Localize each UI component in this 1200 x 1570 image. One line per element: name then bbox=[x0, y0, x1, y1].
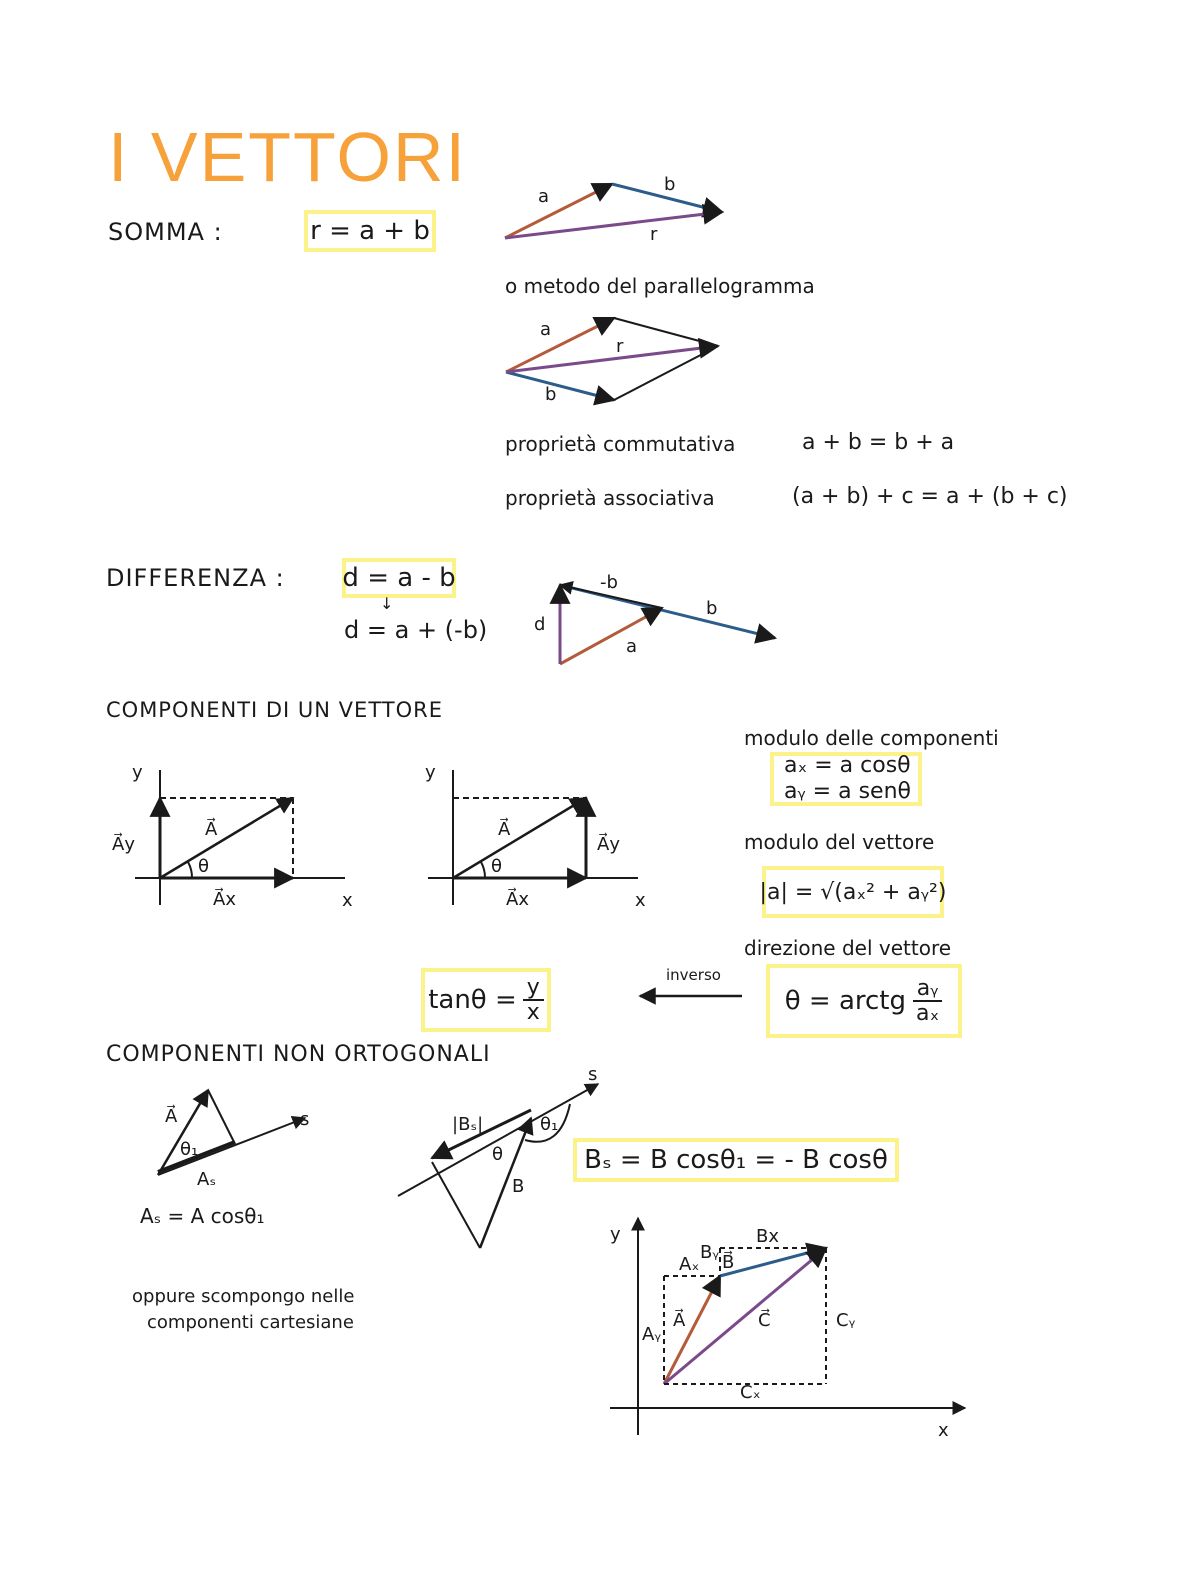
svg-text:θ₁: θ₁ bbox=[180, 1139, 199, 1160]
non-orthogonal-figure-1 bbox=[158, 1090, 309, 1190]
svg-text:Cₓ: Cₓ bbox=[740, 1382, 761, 1403]
tan-fraction bbox=[523, 976, 544, 1024]
prop-comm-formula: a + b = b + a bbox=[802, 430, 955, 455]
differenza-formula-box bbox=[342, 558, 456, 598]
ax-formula: aₓ = a cosθ bbox=[784, 752, 911, 778]
differenza-formula: d = a - b bbox=[342, 563, 456, 593]
svg-text:Aₛ: Aₛ bbox=[197, 1169, 217, 1190]
down-arrow-icon: ↓ bbox=[380, 594, 394, 613]
para-label-r: r bbox=[616, 336, 624, 357]
somma-label-b: b bbox=[664, 174, 676, 195]
para-label-b: b bbox=[545, 384, 557, 405]
ay-formula: aᵧ = a senθ bbox=[784, 779, 911, 804]
modulo-formula-box bbox=[759, 866, 947, 918]
projection-line bbox=[208, 1090, 235, 1144]
tan-left: tanθ = bbox=[428, 985, 517, 1015]
prop-assoc-formula: (a + b) + c = a + (b + c) bbox=[792, 484, 1068, 509]
componenti-heading: COMPONENTI DI UN VETTORE bbox=[106, 698, 443, 722]
svg-text:y: y bbox=[610, 1224, 621, 1245]
vector-A bbox=[160, 798, 293, 878]
somma-heading: SOMMA : bbox=[108, 218, 223, 246]
para-side-top bbox=[614, 318, 718, 346]
somma-formula: r = a + b bbox=[310, 216, 430, 246]
components-figure-left bbox=[112, 762, 353, 911]
diff-vector-a bbox=[560, 608, 662, 664]
svg-text:A⃗: A⃗ bbox=[205, 819, 218, 840]
non-ortogonali-heading: COMPONENTI NON ORTOGONALI bbox=[106, 1042, 491, 1067]
svg-text:Aₓ: Aₓ bbox=[679, 1254, 700, 1275]
modulo-formula: |a| = √(aₓ² + aᵧ²) bbox=[759, 879, 947, 905]
tan-num: y bbox=[523, 976, 544, 1001]
svg-text:θ: θ bbox=[198, 856, 210, 877]
svg-text:C⃗: C⃗ bbox=[758, 1310, 771, 1331]
somma-label-a: a bbox=[538, 186, 550, 207]
differenza-formula2: d = a + (-b) bbox=[344, 616, 488, 644]
differenza-figure bbox=[534, 572, 775, 664]
diff-label-minus-b: -b bbox=[600, 572, 618, 593]
svg-text:y: y bbox=[132, 762, 143, 783]
svg-text:Bx: Bx bbox=[756, 1226, 780, 1247]
diff-label-b: b bbox=[706, 598, 718, 619]
svg-text:A⃗x: A⃗x bbox=[506, 889, 529, 910]
svg-text:A⃗y: A⃗y bbox=[597, 834, 620, 855]
vector-A-2 bbox=[453, 798, 586, 878]
svg-text:x: x bbox=[635, 890, 646, 911]
dir-den: aₓ bbox=[916, 1001, 940, 1026]
para-side-bottom bbox=[614, 346, 718, 400]
modulo-vettore-label: modulo del vettore bbox=[744, 830, 935, 854]
dir-fraction bbox=[912, 977, 943, 1025]
projection-line-2 bbox=[432, 1162, 480, 1248]
diff-label-a: a bbox=[626, 636, 638, 657]
vector-r-arrow bbox=[505, 212, 722, 238]
non-orthogonal-figure-2 bbox=[398, 1064, 598, 1248]
parallelogram-figure bbox=[506, 318, 718, 405]
svg-text:θ: θ bbox=[492, 1144, 504, 1165]
svg-text:s: s bbox=[588, 1064, 598, 1085]
svg-text:y: y bbox=[425, 762, 436, 783]
svg-text:|Bₛ|: |Bₛ| bbox=[452, 1114, 484, 1135]
dir-num: aᵧ bbox=[913, 977, 943, 1002]
direzione-formula-box bbox=[766, 964, 962, 1038]
svg-text:Bᵧ: Bᵧ bbox=[700, 1242, 720, 1263]
cartesian-sum-figure bbox=[610, 1218, 965, 1441]
prop-comm-label: proprietà commutativa bbox=[505, 432, 736, 456]
svg-text:A⃗: A⃗ bbox=[165, 1106, 178, 1127]
svg-text:x: x bbox=[342, 890, 353, 911]
modulo-componenti-label: modulo delle componenti bbox=[744, 726, 999, 750]
axis-s-2 bbox=[398, 1084, 598, 1196]
para-vector-b bbox=[506, 372, 614, 400]
metodo-note: o metodo del parallelogramma bbox=[505, 274, 815, 298]
bs-formula-box bbox=[573, 1138, 899, 1182]
svg-text:B: B bbox=[512, 1176, 525, 1197]
svg-text:s: s bbox=[300, 1109, 310, 1130]
bs-formula: Bₛ = B cosθ₁ = - B cosθ bbox=[584, 1145, 888, 1175]
components-formula-box bbox=[770, 752, 922, 806]
tan-den: x bbox=[526, 1000, 540, 1025]
vector-a-arrow bbox=[505, 184, 612, 238]
svg-text:θ: θ bbox=[491, 856, 503, 877]
components-figure-right bbox=[425, 762, 646, 911]
dir-formula-left: θ = arctg bbox=[784, 986, 906, 1016]
tan-formula-box bbox=[421, 968, 551, 1032]
svg-text:A⃗x: A⃗x bbox=[213, 889, 236, 910]
svg-text:θ₁: θ₁ bbox=[540, 1114, 559, 1135]
oppure-line1: oppure scompongo nelle bbox=[132, 1286, 355, 1307]
oppure-line2: componenti cartesiane bbox=[147, 1312, 354, 1333]
svg-text:A⃗y: A⃗y bbox=[112, 834, 135, 855]
para-label-a: a bbox=[540, 319, 552, 340]
differenza-heading: DIFFERENZA : bbox=[106, 564, 285, 592]
direzione-label: direzione del vettore bbox=[744, 936, 952, 960]
inverso-label: inverso bbox=[666, 966, 721, 984]
svg-text:Aᵧ: Aᵧ bbox=[642, 1324, 662, 1345]
svg-text:A⃗: A⃗ bbox=[673, 1310, 686, 1331]
somma-label-r: r bbox=[650, 224, 658, 245]
somma-triangle-figure bbox=[505, 174, 722, 245]
prop-assoc-label: proprietà associativa bbox=[505, 486, 715, 510]
diff-label-d: d bbox=[534, 614, 546, 635]
svg-text:B⃗: B⃗ bbox=[722, 1252, 735, 1273]
para-vector-r bbox=[506, 346, 718, 372]
svg-text:x: x bbox=[938, 1420, 949, 1441]
as-formula: Aₛ = A cosθ₁ bbox=[140, 1204, 265, 1228]
svg-text:A⃗: A⃗ bbox=[498, 819, 511, 840]
svg-text:Cᵧ: Cᵧ bbox=[836, 1310, 856, 1331]
page-title: I VETTORI bbox=[108, 118, 467, 196]
